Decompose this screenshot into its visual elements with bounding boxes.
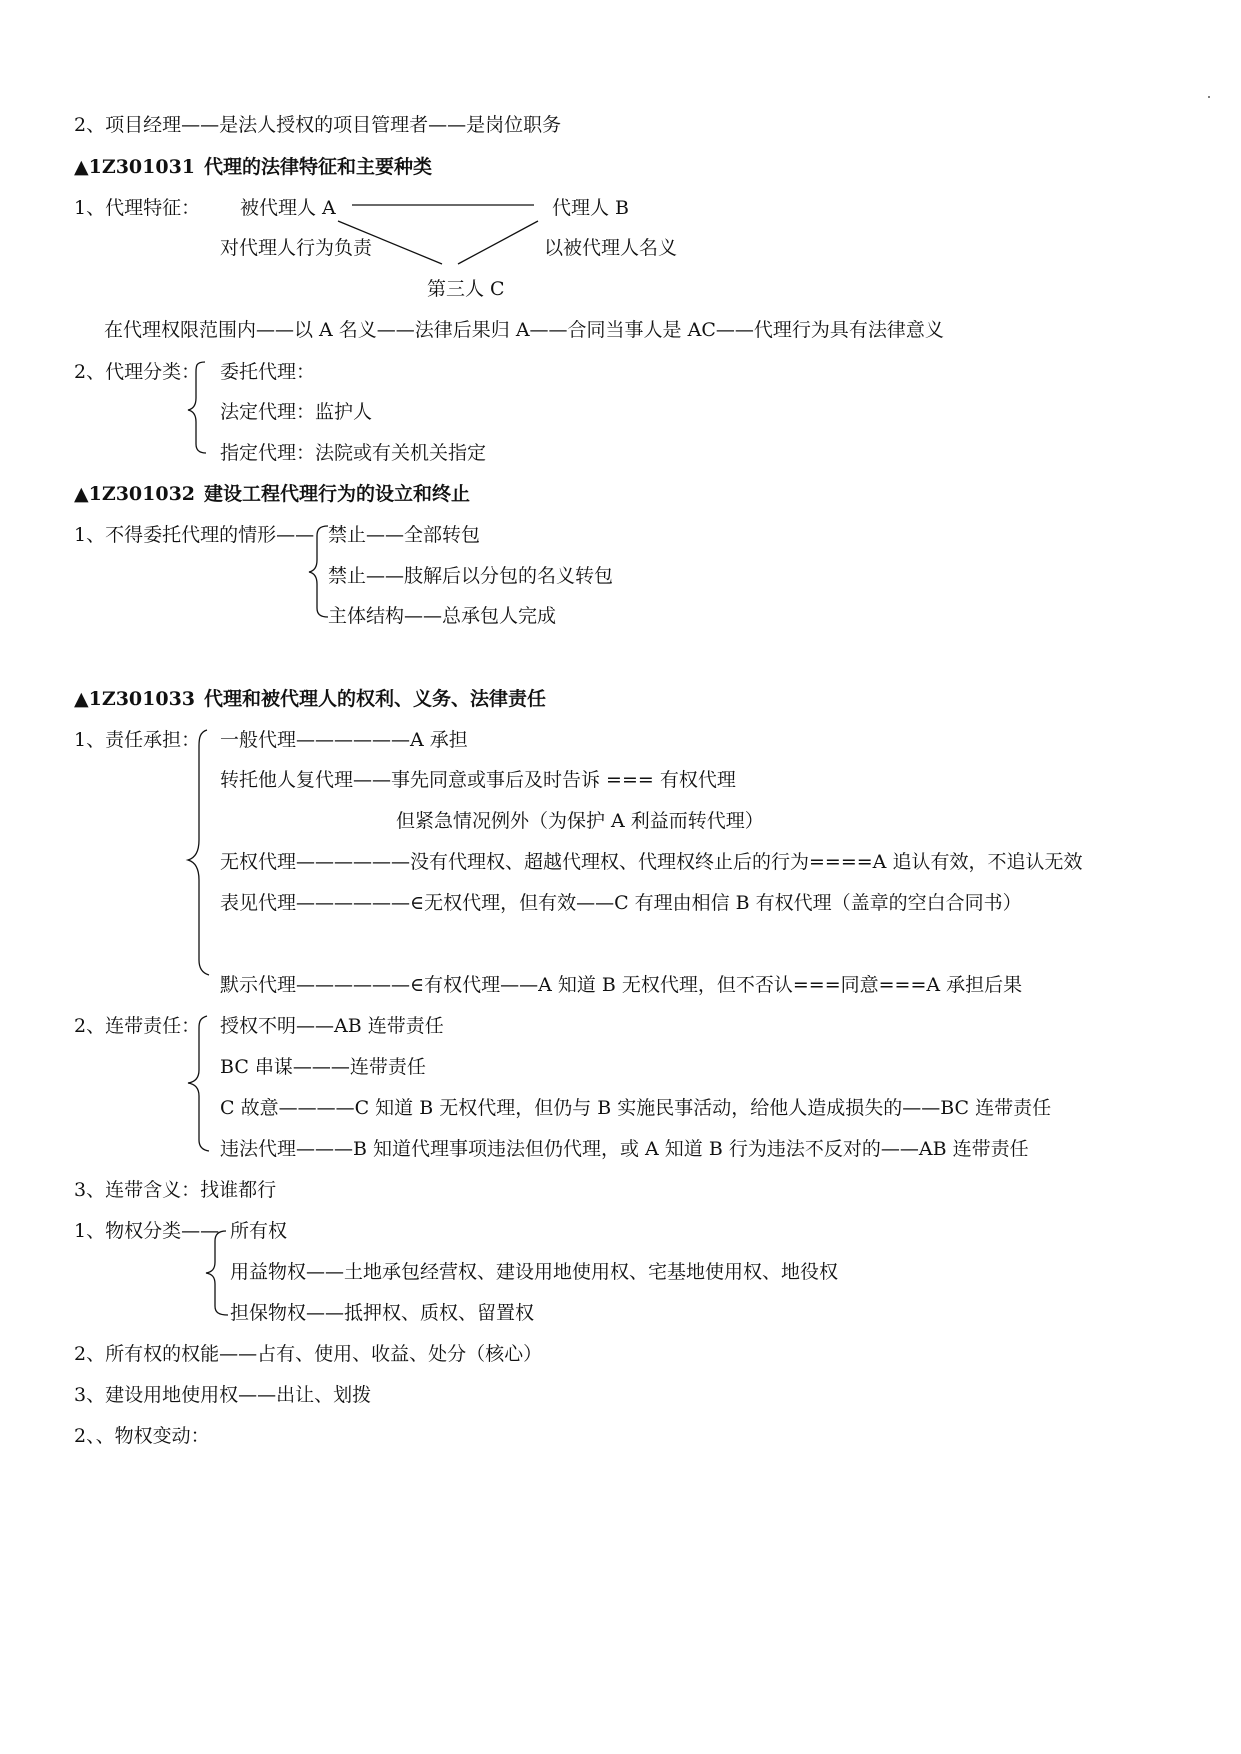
pm-line: 2、项目经理——是法人授权的项目管理者——是岗位职务 xyxy=(74,114,562,136)
agent-b: 代理人 B xyxy=(552,197,630,219)
joint-item: 授权不明——AB 连带责任 xyxy=(220,1015,444,1037)
joint-item: 违法代理———B 知道代理事项违法但仍代理，或 A 知道 B 行为违法不反对的——AB 连带责任 xyxy=(220,1138,1029,1160)
principal-note: 对代理人行为负责 xyxy=(220,237,373,259)
property-label: 1、物权分类—— xyxy=(74,1220,220,1242)
class-item: 委托代理： xyxy=(220,361,316,383)
features-label: 1、代理特征： xyxy=(74,197,201,219)
agency-summary: 在代理权限范围内——以 A 名义——法律后果归 A——合同当事人是 AC——代理行为具有法律意义 xyxy=(104,319,944,341)
no-delegate-label: 1、不得委托代理的情形—— xyxy=(74,524,315,546)
section-code-3: ▲1Z301033 xyxy=(74,688,196,710)
class-item: 指定代理：法院或有关机关指定 xyxy=(220,442,487,464)
scan-speck xyxy=(1208,96,1210,98)
ownership-line: 2、所有权的权能——占有、使用、收益、处分（核心） xyxy=(74,1343,543,1365)
liability-item: 默示代理——————∈有权代理——A 知道 B 无权代理，但不否认===同意===A 承担后果 xyxy=(220,974,1023,996)
section-code-1: ▲1Z301031 xyxy=(74,156,196,178)
liability-item: 一般代理——————A 承担 xyxy=(220,729,468,751)
joint-label: 2、连带责任： xyxy=(74,1015,201,1037)
agent-note: 以被代理人名义 xyxy=(544,237,678,259)
property-brace xyxy=(206,1231,228,1315)
section-title-3: 代理和被代理人的权利、义务、法律责任 xyxy=(204,688,547,710)
section-title-1: 代理的法律特征和主要种类 xyxy=(204,156,433,178)
joint-item: C 故意————C 知道 B 无权代理，但仍与 B 实施民事活动，给他人造成损失的——BC 连带责任 xyxy=(220,1097,1052,1119)
liability-item: 表见代理——————∈无权代理，但有效——C 有理由相信 B 有权代理（盖章的空白合同书） xyxy=(220,892,1022,914)
liability-label: 1、责任承担： xyxy=(74,729,201,751)
no-delegate-item: 主体结构——总承包人完成 xyxy=(328,605,557,627)
agent-third-line xyxy=(458,221,538,264)
no-delegate-item: 禁止——全部转包 xyxy=(328,524,481,546)
section-title-2: 建设工程代理行为的设立和终止 xyxy=(204,483,471,505)
property-change-line: 2、、物权变动： xyxy=(74,1425,210,1447)
liability-item: 转托他人复代理——事先同意或事后及时告诉 === 有权代理 xyxy=(220,769,736,791)
joint-item: BC 串谋———连带责任 xyxy=(220,1056,426,1078)
liability-item: 无权代理——————没有代理权、超越代理权、代理权终止后的行为====A 追认有效，不追认无效 xyxy=(220,851,1083,873)
principal-a: 被代理人 A xyxy=(240,197,336,219)
property-item: 所有权 xyxy=(230,1220,288,1242)
no-delegate-item: 禁止——肢解后以分包的名义转包 xyxy=(328,565,614,587)
liability-item: 但紧急情况例外（为保护 A 利益而转代理） xyxy=(396,810,764,832)
property-item: 用益物权——土地承包经营权、建设用地使用权、宅基地使用权、地役权 xyxy=(230,1261,839,1283)
property-item: 担保物权——抵押权、质权、留置权 xyxy=(230,1302,535,1324)
section-code-2: ▲1Z301032 xyxy=(74,483,196,505)
classes-label: 2、代理分类： xyxy=(74,361,201,383)
third-party-c: 第三人 C xyxy=(427,278,505,300)
land-use-line: 3、建设用地使用权——出让、划拨 xyxy=(74,1384,372,1406)
liability-brace xyxy=(188,730,209,975)
class-item: 法定代理：监护人 xyxy=(220,401,373,423)
joint-meaning: 3、连带含义：找谁都行 xyxy=(74,1179,277,1201)
